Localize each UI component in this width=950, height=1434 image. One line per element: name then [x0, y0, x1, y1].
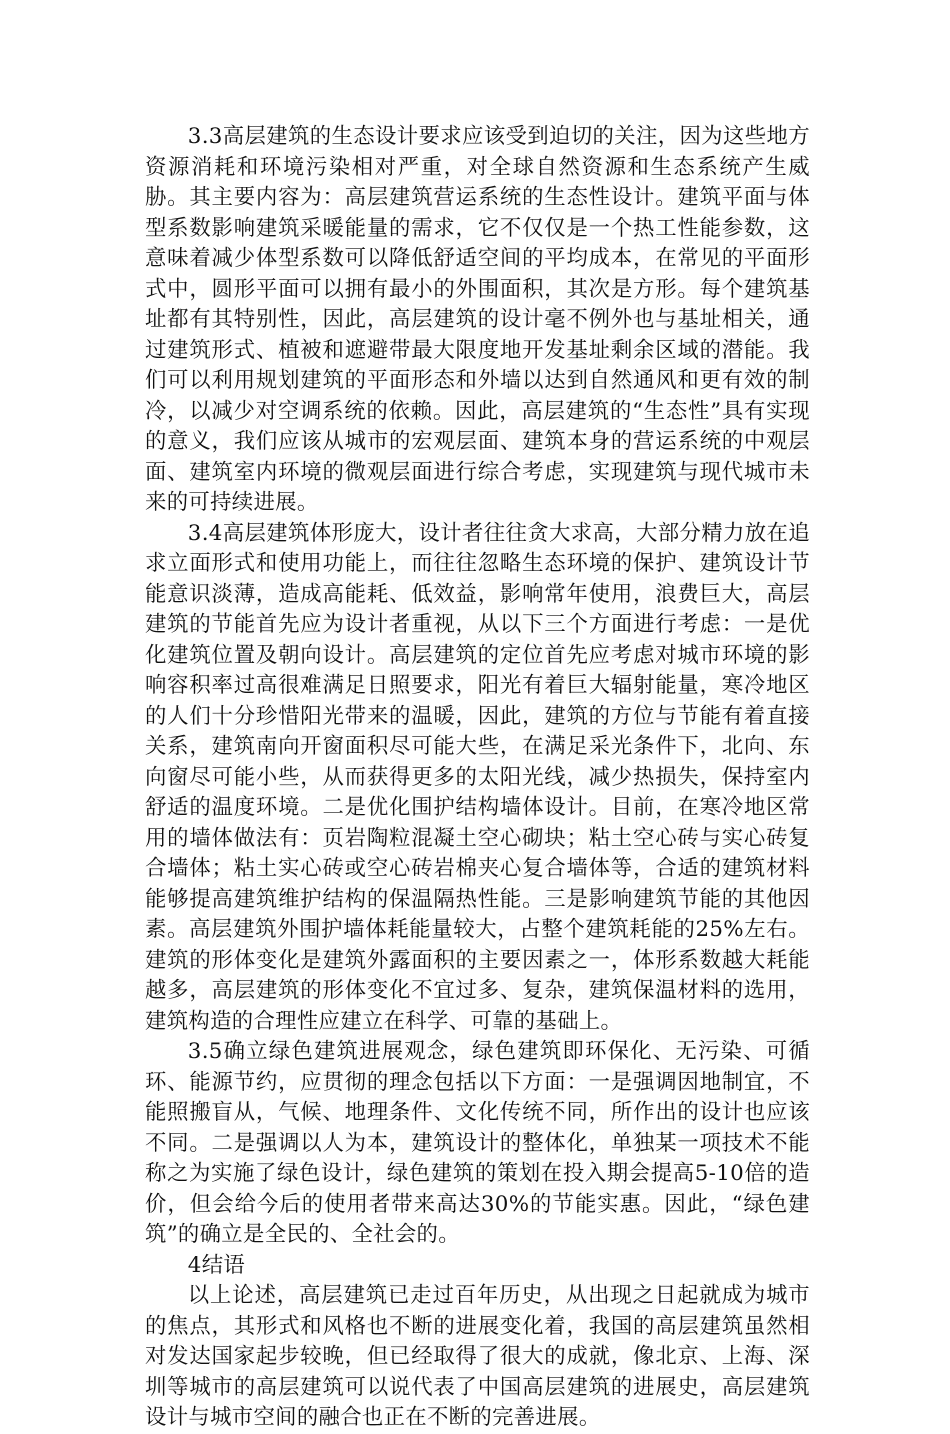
paragraph-conclusion: 以上论述，高层建筑已走过百年历史，从出现之日起就成为城市的焦点，其形式和风格也不断的进展变化着，我国的高层建筑虽然相对发达国家起步较晚，但已经取得了很大的成就，像北京、上海、深圳等城市的高层建筑可以说代表了中国高层建筑的进展史，高层建筑设计与城市空间的融合也正在不断的完善进展。 — [145, 1283, 810, 1430]
paragraph-3-5: 3.5确立绿色建筑进展观念，绿色建筑即环保化、无污染、可循环、能源节约，应贯彻的理念包括以下方面：一是强调因地制宜，不能照搬盲从，气候、地理条件、文化传统不同，所作出的设计也应该不同。二是强调以人为本，建筑设计的整体化，单独某一项技术不能称之为实施了绿色设计，绿色建筑的策划在投入期会提高5-10倍的造价，但会给今后的使用者带来高达30%的节能实惠。因此，“绿色建筑”的确立是全民的、全社会的。 — [145, 1039, 810, 1247]
document-page — [145, 122, 810, 1434]
section-heading-conclusion: 4结语 — [187, 1252, 246, 1278]
paragraph-3-3: 3.3高层建筑的生态设计要求应该受到迫切的关注，因为这些地方资源消耗和环境污染相对严重，对全球自然资源和生态系统产生威胁。其主要内容为：高层建筑营运系统的生态性设计。建筑平面与体型系数影响建筑采暖能量的需求，它不仅仅是一个热工性能参数，这意味着减少体型系数可以降低舒适空间的平均成本，在常见的平面形式中，圆形平面可以拥有最小的外围面积，其次是方形。每个建筑基址都有其特别性，因此，高层建筑的设计毫不例外也与基址相关，通过建筑形式、植被和遮避带最大限度地开发基址剩余区域的潜能。我们可以利用规划建筑的平面形态和外墙以达到自然通风和更有效的制冷，以减少对空调系统的依赖。因此，高层建筑的“生态性”具有实现的意义，我们应该从城市的宏观层面、建筑本身的营运系统的中观层面、建筑室内环境的微观层面进行综合考虑，实现建筑与现代城市未来的可持续进展。 — [145, 124, 810, 515]
paragraph-3-4: 3.4高层建筑体形庞大，设计者往往贪大求高，大部分精力放在追求立面形式和使用功能上，而往往忽略生态环境的保护、建筑设计节能意识淡薄，造成高能耗、低效益，影响常年使用，浪费巨大，高层建筑的节能首先应为设计者重视，从以下三个方面进行考虑：一是优化建筑位置及朝向设计。高层建筑的定位首先应考虑对城市环境的影响容积率过高很难满足日照要求，阳光有着巨大辐射能量，寒冷地区的人们十分珍惜阳光带来的温暖，因此，建筑的方位与节能有着直接关系，建筑南向开窗面积尽可能大些，在满足采光条件下，北向、东向窗尽可能小些，从而获得更多的太阳光线，减少热损失，保持室内舒适的温度环境。二是优化围护结构墙体设计。目前，在寒冷地区常用的墙体做法有：页岩陶粒混凝土空心砌块；粘土空心砖与实心砖复合墙体；粘土实心砖或空心砖岩棉夹心复合墙体等，合适的建筑材料能够提高建筑维护结构的保温隔热性能。三是影响建筑节能的其他因素。高层建筑外围护墙体耗能量较大，占整个建筑耗能的25%左右。建筑的形体变化是建筑外露面积的主要因素之一，体形系数越大耗能越多，高层建筑的形体变化不宜过多、复杂，建筑保温材料的选用，建筑构造的合理性应建立在科学、可靠的基础上。 — [145, 520, 810, 1034]
